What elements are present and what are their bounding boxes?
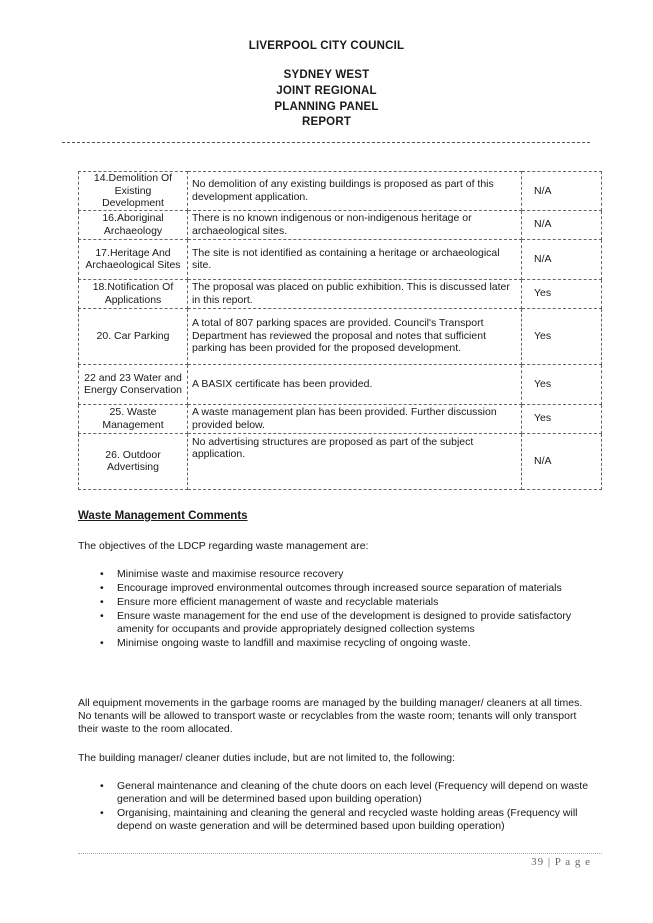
table-cell-status: Yes	[522, 404, 602, 433]
table-cell-status: Yes	[522, 308, 602, 364]
table-cell-item: 17.Heritage And Archaeological Sites	[79, 239, 188, 279]
waste-objectives-list	[78, 568, 598, 651]
table-row	[79, 210, 602, 239]
table-cell-comment: The proposal was placed on public exhibition. This is discussed later in this report.	[188, 279, 522, 308]
table-row	[79, 364, 602, 404]
duties-list	[78, 780, 598, 834]
table-cell-status: N/A	[522, 239, 602, 279]
list-item: • Organising, maintaining and cleaning the general and recycled waste holding areas (Frequency will depend on waste generation and will be determined based upon building operation)	[78, 807, 598, 833]
table-cell-comment: There is no known indigenous or non-indigenous heritage or archaeological sites.	[188, 210, 522, 239]
compliance-table	[78, 171, 602, 490]
equipment-paragraph: All equipment movements in the garbage rooms are managed by the building manager/ cleaners at all times. No tenants will be allowed to transport waste or recyclables from the waste room; tenants will only transport their waste to the room allocated.	[78, 697, 583, 735]
table-row	[79, 172, 602, 211]
list-item: • Encourage improved environmental outcomes through increased source separation of materials	[78, 582, 598, 595]
table-cell-item: 18.Notification Of Applications	[79, 279, 188, 308]
table-cell-item: 26. Outdoor Advertising	[79, 433, 188, 489]
panel-title-line4: REPORT	[301, 116, 352, 128]
panel-title-line3: PLANNING PANEL	[274, 101, 379, 113]
table-cell-comment: No advertising structures are proposed as part of the subject application.	[188, 433, 522, 489]
table-cell-status: Yes	[522, 364, 602, 404]
table-row	[79, 308, 602, 364]
table-cell-comment: A BASIX certificate has been provided.	[188, 364, 522, 404]
table-row	[79, 279, 602, 308]
footer-divider	[78, 853, 602, 854]
table-cell-comment: A waste management plan has been provided. Further discussion provided below.	[188, 404, 522, 433]
panel-title-line1: SYDNEY WEST	[283, 69, 370, 81]
table-cell-comment: The site is not identified as containing a heritage or archaeological site.	[188, 239, 522, 279]
duties-intro: The building manager/ cleaner duties include, but are not limited to, the following:	[78, 752, 456, 764]
table-cell-item: 25. Waste Management	[79, 404, 188, 433]
list-item: • Ensure more efficient management of waste and recyclable materials	[78, 596, 598, 609]
list-item: • General maintenance and cleaning of the chute doors on each level (Frequency will depend on waste generation and will be determined based upon building operation)	[78, 780, 598, 806]
table-cell-item: 20. Car Parking	[79, 308, 188, 364]
table-cell-comment: A total of 807 parking spaces are provided. Council's Transport Department has reviewed the proposal and notes that sufficient parking has been provided for the proposed development.	[188, 308, 522, 364]
table-cell-status: N/A	[522, 433, 602, 489]
table-row	[79, 433, 602, 489]
waste-intro: The objectives of the LDCP regarding waste management are:	[78, 540, 369, 552]
list-item: • Minimise ongoing waste to landfill and maximise recycling of ongoing waste.	[78, 637, 598, 650]
table-cell-status: N/A	[522, 172, 602, 211]
page-number-value: 39	[531, 856, 545, 868]
table-cell-comment: No demolition of any existing buildings is proposed as part of this development application.	[188, 172, 522, 211]
header-divider	[62, 142, 590, 143]
table-cell-status: Yes	[522, 279, 602, 308]
table-cell-item: 14.Demolition Of Existing Development	[79, 172, 188, 211]
page-separator: |	[547, 856, 552, 868]
table-cell-item: 16.Aboriginal Archaeology	[79, 210, 188, 239]
table-row	[79, 404, 602, 433]
list-item: • Minimise waste and maximise resource recovery	[78, 568, 598, 581]
waste-section-heading: Waste Management Comments	[78, 510, 248, 522]
council-name: LIVERPOOL CITY COUNCIL	[248, 40, 405, 52]
panel-title-line2: JOINT REGIONAL	[276, 85, 377, 97]
list-item: • Ensure waste management for the end use of the development is designed to provide satisfactory amenity for occupants and provide appropriately designed collection systems	[78, 610, 598, 636]
page-number	[531, 856, 591, 868]
table-row	[79, 239, 602, 279]
table-cell-status: N/A	[522, 210, 602, 239]
page-label: P a g e	[554, 856, 591, 868]
table-cell-item: 22 and 23 Water and Energy Conservation	[79, 364, 188, 404]
